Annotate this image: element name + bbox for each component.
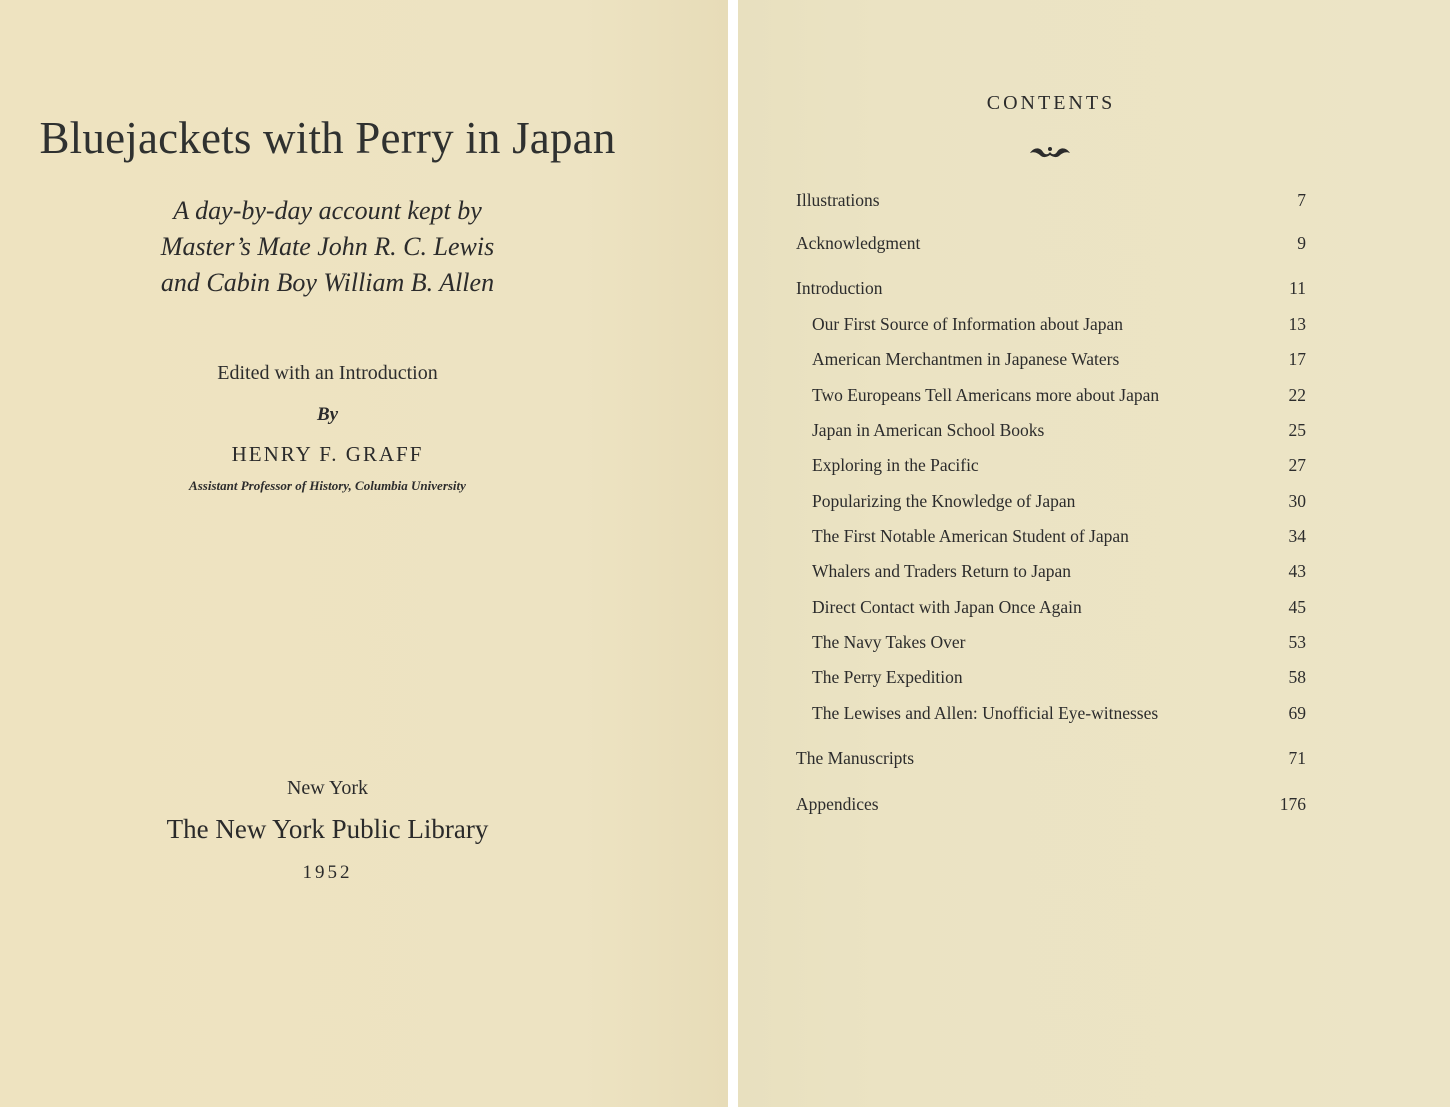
toc-entry-label: Whalers and Traders Return to Japan	[812, 561, 1072, 581]
toc-entry-page-number: 7	[1297, 190, 1306, 210]
toc-entry-label: Exploring in the Pacific	[812, 455, 979, 475]
contents-heading: CONTENTS	[986, 92, 1116, 114]
toc-entry-label: The Perry Expedition	[812, 667, 963, 687]
toc-entry-page-number: 9	[1297, 233, 1306, 253]
toc-entry	[796, 314, 1306, 340]
toc-entry-label: Introduction	[796, 278, 883, 298]
toc-entry-label: The First Notable American Student of Japan	[812, 526, 1129, 546]
toc-entry	[796, 455, 1306, 481]
subtitle-line: A day-by-day account kept by	[173, 196, 482, 225]
subtitle-line: Master’s Mate John R. C. Lewis	[160, 232, 495, 261]
toc-entry	[796, 190, 1306, 216]
subtitle-line: and Cabin Boy William B. Allen	[160, 268, 495, 297]
toc-entry	[796, 526, 1306, 552]
publisher-city: New York	[286, 777, 369, 799]
toc-entry	[796, 597, 1306, 623]
toc-entry-label: Acknowledgment	[796, 233, 921, 253]
toc-entry	[796, 632, 1306, 658]
toc-entry-page-number: 71	[1288, 748, 1306, 768]
toc-entry-label: Two Europeans Tell Americans more about Japan	[812, 385, 1160, 405]
toc-entry	[796, 667, 1306, 693]
toc-entry	[796, 794, 1306, 820]
toc-entry-label: Our First Source of Information about Japan	[812, 314, 1124, 334]
editor-name: HENRY F. GRAFF	[231, 442, 424, 466]
toc-entry	[796, 385, 1306, 411]
editor-affiliation: Assistant Professor of History, Columbia University	[189, 478, 466, 493]
book-subtitle	[0, 193, 655, 301]
toc-entry-page-number: 34	[1288, 526, 1306, 546]
toc-entry-label: American Merchantmen in Japanese Waters	[812, 349, 1120, 369]
toc-entry-label: Illustrations	[796, 190, 880, 210]
toc-entry-page-number: 25	[1288, 420, 1306, 440]
toc-entry-page-number: 53	[1288, 632, 1306, 652]
toc-entry	[796, 420, 1306, 446]
toc-entry	[796, 349, 1306, 375]
toc-entry-page-number: 11	[1289, 278, 1306, 298]
edited-line: Edited with an Introduction	[217, 362, 438, 384]
toc-entry-label: The Lewises and Allen: Unofficial Eye-witnesses	[812, 703, 1159, 723]
toc-entry	[796, 278, 1306, 304]
toc-entry	[796, 233, 1306, 259]
by-line: By	[316, 404, 339, 425]
publication-year: 1952	[302, 862, 353, 883]
toc-entry-page-number: 176	[1279, 794, 1306, 814]
toc-entry	[796, 491, 1306, 517]
toc-entry-label: Appendices	[796, 794, 879, 814]
toc-entry-label: The Manuscripts	[796, 748, 915, 768]
toc-entry-label: Direct Contact with Japan Once Again	[812, 597, 1082, 617]
fleuron-ornament-icon	[1028, 144, 1072, 160]
toc-entry-page-number: 69	[1288, 703, 1306, 723]
toc-entry-label: Popularizing the Knowledge of Japan	[812, 491, 1076, 511]
toc-entry-page-number: 27	[1288, 455, 1306, 475]
toc-entry-page-number: 43	[1288, 561, 1306, 581]
toc-entry-page-number: 22	[1288, 385, 1306, 405]
toc-entry-page-number: 45	[1288, 597, 1306, 617]
toc-entry-label: The Navy Takes Over	[812, 632, 966, 652]
toc-entry-page-number: 30	[1288, 491, 1306, 511]
toc-entry-page-number: 58	[1288, 667, 1306, 687]
toc-entry-label: Japan in American School Books	[812, 420, 1045, 440]
toc-entry	[796, 748, 1306, 774]
toc-entry-page-number: 13	[1288, 314, 1306, 334]
toc-entry-page-number: 17	[1288, 349, 1306, 369]
toc-entry	[796, 703, 1306, 729]
publisher-name: The New York Public Library	[166, 814, 489, 844]
contents-page	[738, 0, 1450, 1107]
book-title: Bluejackets with Perry in Japan	[39, 113, 616, 163]
toc-entry	[796, 561, 1306, 587]
